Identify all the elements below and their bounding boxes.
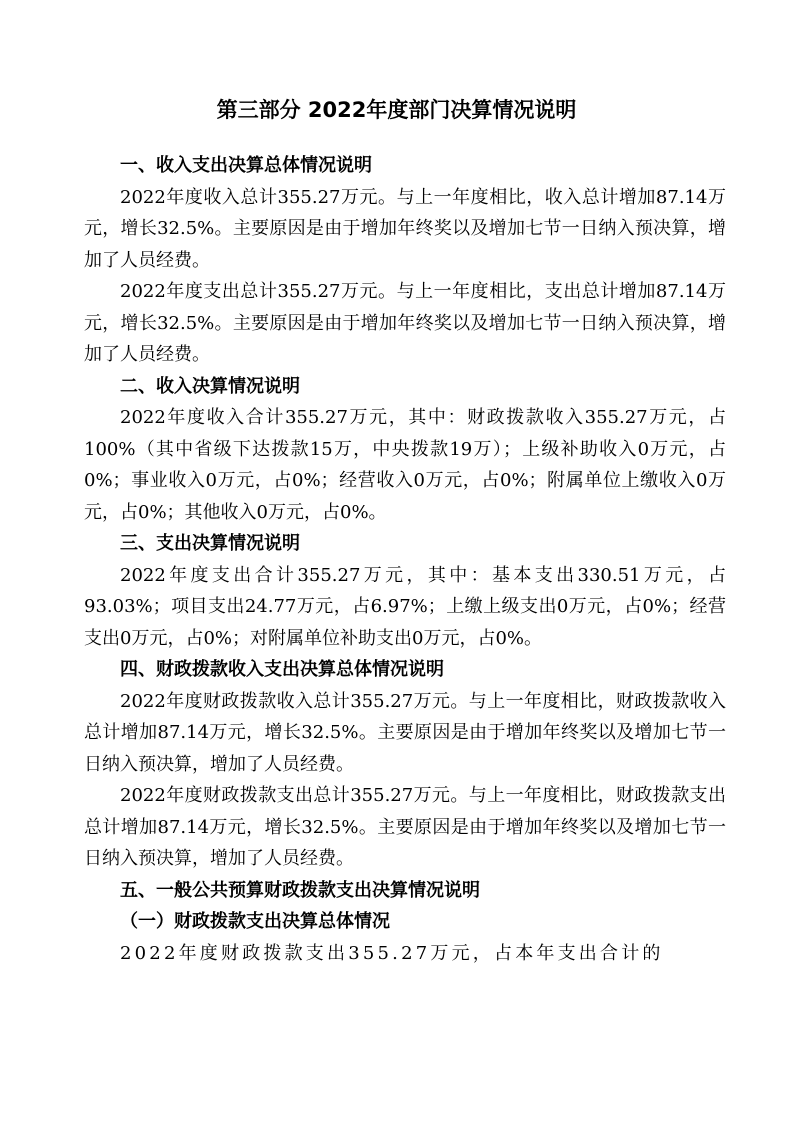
paragraph-income-breakdown: 2022年度收入合计355.27万元，其中：财政拨款收入355.27万元，占100%（其中省级下达拨款15万，中央拨款19万）；上级补助收入0万元，占0%；事业收入0万元，占0%；经营收入0万元，占0%；附属单位上缴收入0万元，占0%；其他收入0万元，占0%。 [84, 407, 726, 523]
paragraph-fiscal-expense-total: 2022年度财政拨款支出总计355.27万元。与上一年度相比，财政拨款支出总计增加87.14万元，增长32.5%。主要原因是由于增加年终奖以及增加七节一日纳入预决算，增加了人员经费。 [84, 785, 726, 869]
page-title: 第三部分 2022年度部门决算情况说明 [216, 98, 577, 122]
paragraph-expense-breakdown: 2022年度支出合计355.27万元，其中：基本支出330.51万元，占93.03%；项目支出24.77万元，占6.97%；上缴上级支出0万元，占0%；经营支出0万元，占0%；对附属单位补助支出0万元，占0%。 [84, 564, 726, 649]
section-heading-2: 二、收入决算情况说明 [120, 375, 300, 397]
section-heading-3: 三、支出决算情况说明 [120, 533, 300, 554]
paragraph-fiscal-expense-overview: 2022年度财政拨款支出355.27万元，占本年支出合计的 [120, 942, 664, 964]
document-body [84, 150, 726, 969]
section-heading-4: 四、财政拨款收入支出决算总体情况说明 [120, 659, 444, 680]
paragraph-expense-total: 2022年度支出总计355.27万元。与上一年度相比，支出总计增加87.14万元，增长32.5%。主要原因是由于增加年终奖以及增加七节一日纳入预决算，增加了人员经费。 [84, 281, 726, 365]
paragraph-fiscal-income-total: 2022年度财政拨款收入总计355.27万元。与上一年度相比，财政拨款收入总计增加87.14万元，增长32.5%。主要原因是由于增加年终奖以及增加七节一日纳入预决算，增加了人员经费。 [84, 690, 726, 775]
subsection-heading-5-1: （一）财政拨款支出决算总体情况 [120, 911, 390, 932]
section-heading-1: 一、收入支出决算总体情况说明 [120, 155, 372, 176]
section-heading-5: 五、一般公共预算财政拨款支出决算情况说明 [120, 879, 480, 901]
paragraph-income-total: 2022年度收入总计355.27万元。与上一年度相比，收入总计增加87.14万元，增长32.5%。主要原因是由于增加年终奖以及增加七节一日纳入预决算，增加了人员经费。 [84, 186, 726, 271]
